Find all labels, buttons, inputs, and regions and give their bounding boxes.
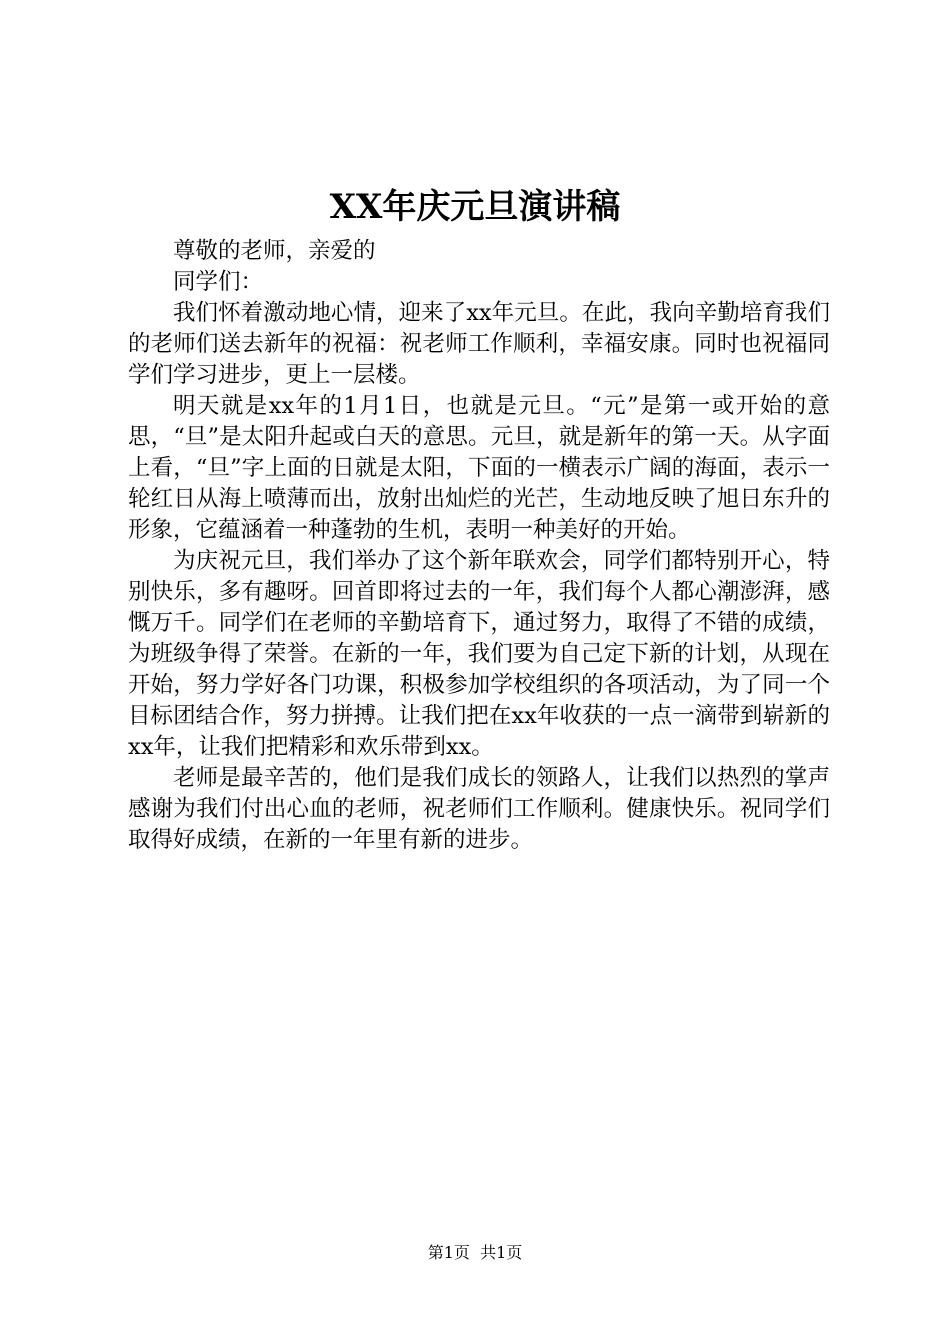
- salutation-line-2: 同学们：: [173, 269, 264, 295]
- paragraph-1: 我们怀着激动地心情，迎来了xx年元旦。在此，我向辛勤培育我们的老师们送去新年的祝福：祝老师工作顺利，幸福安康。同时也祝福同学们学习进步，更上一层楼。: [128, 300, 830, 388]
- salutation-line-1: 尊敬的老师，亲爱的: [173, 238, 376, 264]
- paragraph-2: 明天就是xx年的1月1日，也就是元旦。“元”是第一或开始的意思，“旦”是太阳升起或白天的意思。元旦，就是新年的第一天。从字面上看，“旦”字上面的日就是太阳，下面的一横表示广阔的海面，表示一轮红日从海上喷薄而出，放射出灿烂的光芒，生动地反映了旭日东升的形象，它蕴涵着一种蓬勃的生机，表明一种美好的开始。: [128, 393, 830, 543]
- page-footer: 第1页 共1页: [427, 1243, 523, 1262]
- document-title: XX年庆元旦演讲稿: [329, 187, 621, 227]
- document-body: [128, 236, 830, 856]
- paragraph-3: 为庆祝元旦，我们举办了这个新年联欢会，同学们都特别开心，特别快乐，多有趣呀。回首即将过去的一年，我们每个人都心潮澎湃，感慨万千。同学们在老师的辛勤培育下，通过努力，取得了不错的成绩，为班级争得了荣誉。在新的一年，我们要为自己定下新的计划，从现在开始，努力学好各门功课，积极参加学校组织的各项活动，为了同一个目标团结合作，努力拼搏。让我们把在xx年收获的一点一滴带到崭新的xx年，让我们把精彩和欢乐带到xx。: [128, 548, 830, 760]
- paragraph-4: 老师是最辛苦的，他们是我们成长的领路人，让我们以热烈的掌声感谢为我们付出心血的老师，祝老师们工作顺利。健康快乐。祝同学们取得好成绩，在新的一年里有新的进步。: [128, 765, 830, 853]
